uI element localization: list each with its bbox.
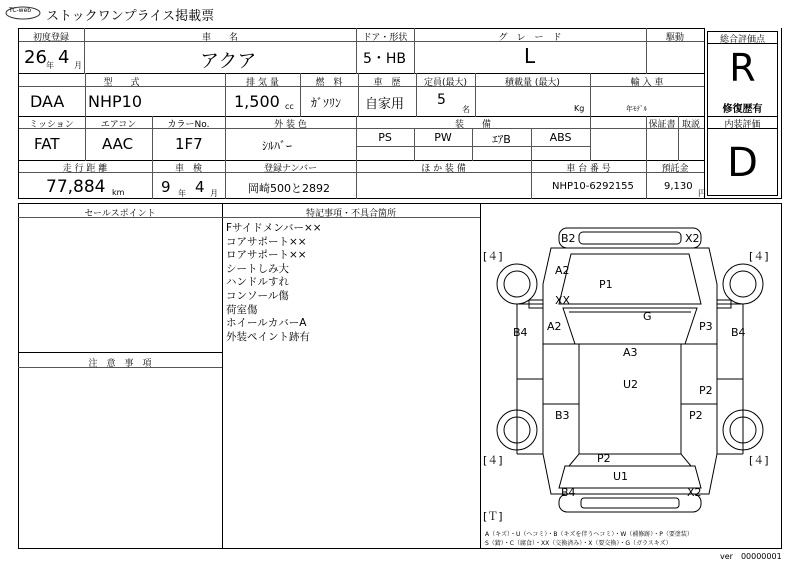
capacity: 5 [437, 92, 446, 108]
inspection-year: 9 [161, 178, 171, 196]
first-reg-month: 4 [58, 47, 70, 68]
logo [5, 5, 41, 19]
mark-tire-rl: [４] [483, 454, 503, 467]
legend-line-1: A（キズ）・U（ヘコミ）・B（キズを伴うヘコミ）・W（補修跡）・P（要塗装） [485, 531, 693, 538]
windshield-shape [563, 308, 697, 344]
hood-shape [559, 254, 701, 304]
interior-grade: D [727, 140, 758, 186]
mark-fender-left: A2 [555, 264, 570, 277]
mileage-label: 走 行 距 離 [62, 164, 108, 174]
history: 自家用 [365, 97, 405, 112]
car-name: アクア [200, 50, 257, 72]
capacity-label: 定員(最大) [423, 78, 468, 88]
remark-line: シートしみ大 [226, 262, 289, 275]
mark-door-front-right: P3 [699, 320, 713, 333]
mark-rear-right: X2 [687, 486, 702, 499]
displacement: 1,500 [234, 92, 280, 111]
capacity-unit: 名 [462, 105, 470, 114]
car-diagram [481, 204, 780, 548]
sales-points-label: セールスポイント [84, 209, 156, 219]
fuel-label: 燃 料 [315, 78, 343, 88]
manual-label: 取説 [681, 120, 700, 130]
plate-label: 登録ナンバー [264, 164, 317, 174]
history-label: 車 歴 [373, 78, 401, 88]
color-no: 1F7 [175, 135, 203, 153]
deposit: 9,130 [664, 181, 693, 192]
grade: L [524, 44, 536, 68]
mark-door-rear-right-2: P2 [689, 409, 703, 422]
remark-line: 荷室傷 [226, 303, 258, 316]
mileage-unit: km [112, 188, 125, 197]
inspection-month: 4 [195, 178, 205, 196]
mark-hood: P1 [599, 278, 613, 291]
first-reg-label: 初度登録 [32, 33, 69, 43]
deposit-unit: 円 [698, 189, 706, 198]
drive-label: 駆動 [665, 33, 684, 43]
mark-door-rear-left: B3 [555, 409, 570, 422]
rear-window-shape [569, 454, 691, 466]
model-prefix: DAA [30, 92, 65, 111]
import-model-label: 年ﾓﾃﾞﾙ [626, 105, 647, 113]
other-equipment-label: ほ か 装 備 [421, 164, 466, 174]
chassis-label: 車 台 番 号 [566, 164, 611, 174]
mark-side-right: B4 [731, 326, 746, 339]
mark-fender-left-2: XX [555, 294, 571, 307]
mark-spare-tire: [Ｔ] [483, 510, 503, 523]
import-label: 輸 入 車 [630, 78, 664, 88]
car-name-label: 車 名 [201, 33, 238, 43]
aircon-label: エアコン [100, 120, 137, 130]
remark-line: 外装ペイント跡有 [226, 330, 310, 343]
mark-roof-2: U2 [623, 378, 639, 391]
front-bumper-inner [579, 232, 681, 244]
mark-trunk: P2 [597, 452, 611, 465]
mark-roof: A3 [623, 346, 638, 359]
front-bumper-shape [559, 228, 701, 248]
load-unit: Kg [574, 104, 585, 113]
remark-line: Fサイドメンバー×× [226, 222, 322, 234]
plate: 岡崎500と2892 [248, 182, 330, 195]
displacement-unit: cc [285, 102, 294, 111]
rear-bumper-shape [559, 494, 701, 512]
door-label: ドア・形状 [362, 33, 408, 43]
inspection-month-unit: 月 [210, 189, 218, 198]
repair-history: 修復歴有 [722, 104, 763, 115]
remark-line: ハンドルすれ [226, 276, 289, 289]
displacement-label: 排 気 量 [246, 78, 279, 88]
mark-rear-left: B4 [561, 486, 576, 499]
mark-front-bumper: B2 [561, 232, 576, 245]
overall-grade: R [729, 46, 756, 90]
version-label: ver 00000001 [720, 552, 782, 561]
remark-line: ロアサポート×× [226, 249, 307, 262]
equipment-pw: PW [434, 131, 452, 144]
model-label: 型 式 [103, 78, 140, 88]
grade-label: グ レ ー ド [498, 33, 562, 43]
body-outline [543, 248, 717, 494]
fuel: ｶﾞｿﾘﾝ [311, 96, 342, 110]
roof-shape [579, 344, 681, 454]
mark-tire-rr: [４] [749, 454, 769, 467]
mark-side-left: B4 [513, 326, 528, 339]
mission-label: ミッション [29, 120, 74, 130]
equipment-abs: ABS [549, 131, 572, 144]
exterior-color-label: 外 装 色 [274, 120, 307, 130]
warranty-label: 保証書 [648, 120, 676, 130]
aircon: AAC [102, 135, 134, 153]
remarks-list [226, 222, 322, 344]
remark-line: コアサポート×× [226, 235, 307, 248]
legend-line-2: S（錆）・C（腐食）・XX（交換済み）・X（要交換）・G（ガラスキズ） [485, 540, 672, 547]
notes-label: 注 意 事 項 [88, 359, 152, 369]
first-reg-year: 26 [24, 47, 47, 68]
deposit-label: 預託金 [661, 164, 689, 174]
tire-front-right [723, 264, 763, 304]
trunk-shape [559, 466, 701, 488]
mark-front-right: X2 [685, 232, 700, 245]
remark-line: ホイールカバーA [226, 317, 307, 330]
equipment-airbag: ｴｱB [492, 133, 511, 146]
mark-tire-fl: [４] [483, 250, 503, 263]
mileage: 77,884 [46, 177, 106, 197]
page-title: ストックワンプライス掲載票 [46, 9, 215, 24]
mark-tire-fr: [４] [749, 250, 769, 263]
first-reg-year-unit: 年 [46, 61, 54, 70]
rear-bumper-inner [581, 498, 679, 508]
overall-label: 総合評価点 [719, 35, 765, 45]
inspection-label: 車 検 [174, 164, 202, 174]
mission: FAT [34, 135, 60, 153]
model-code: NHP10 [88, 92, 143, 111]
logo-text: TC-web [9, 7, 32, 14]
tire-front-left [497, 264, 537, 304]
first-reg-month-unit: 月 [74, 61, 82, 70]
load-label: 積載量 (最大) [505, 78, 560, 88]
mark-door-front-left: A2 [547, 320, 562, 333]
exterior-color: ｼﾙﾊﾞｰ [262, 139, 293, 153]
mark-door-rear-right: P2 [699, 384, 713, 397]
equipment-label: 装 備 [454, 120, 491, 130]
interior-label: 内装評価 [724, 120, 761, 130]
mark-rear-bumper: U1 [613, 470, 629, 483]
mark-windshield: G [643, 310, 652, 323]
inspection-year-unit: 年 [178, 189, 186, 198]
color-no-label: カラーNo. [167, 120, 210, 130]
equipment-ps: PS [378, 131, 392, 144]
remarks-label: 特記事項・不具合箇所 [305, 209, 396, 219]
door-shape: 5・HB [363, 51, 407, 67]
chassis-number: NHP10-6292155 [552, 181, 634, 192]
remark-line: コンソール傷 [226, 289, 289, 302]
